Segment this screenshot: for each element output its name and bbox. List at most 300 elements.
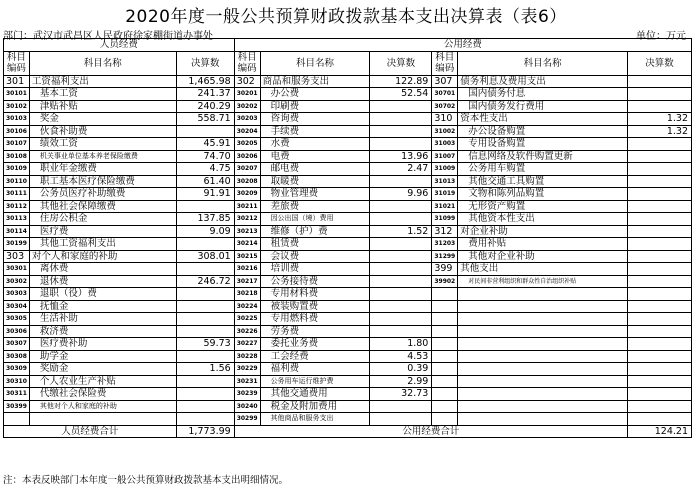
expenditure-table-container [3, 38, 692, 438]
amount-value: 2.99 [370, 375, 432, 388]
subject-name: 职业年金缴费 [29, 163, 176, 176]
subject-name: 奖励金 [29, 363, 176, 376]
subject-name: 工会经费 [260, 350, 370, 363]
subject-code: 30110 [4, 175, 30, 188]
amount-value [370, 325, 432, 338]
table-row [4, 263, 692, 276]
subject-code: 30226 [234, 325, 260, 338]
subject-name [458, 288, 628, 301]
amount-value [628, 263, 692, 276]
amount-value [370, 200, 432, 213]
amount-value [628, 138, 692, 151]
subject-name: 国内债务发行费用 [458, 100, 628, 113]
amount-value [370, 413, 432, 426]
subject-code: 30231 [234, 375, 260, 388]
subject-code: 30702 [432, 100, 458, 113]
subject-code [432, 338, 458, 351]
table-row [4, 375, 692, 388]
amount-value [370, 288, 432, 301]
subject-name: 对个人和家庭的补助 [29, 250, 176, 263]
subject-name [29, 413, 176, 426]
subject-code: 31021 [432, 200, 458, 213]
amount-value: 74.70 [176, 150, 234, 163]
subject-code: 301 [4, 75, 30, 88]
amount-value [176, 238, 234, 251]
amount-value [628, 163, 692, 176]
subject-name: 会议费 [260, 250, 370, 263]
subject-name: 被装购置费 [260, 300, 370, 313]
amount-value: 1,465.98 [176, 75, 234, 88]
subject-name [458, 413, 628, 426]
amount-header: 决算数 [628, 51, 692, 75]
table-row [4, 75, 692, 88]
subject-name: 伙食补助费 [29, 125, 176, 138]
department-label: 部门：武汉市武昌区人民政府徐家棚街道办事处 [3, 31, 213, 42]
table-row [4, 125, 692, 138]
amount-value [370, 125, 432, 138]
subject-name: 对民间非营利组织和群众性自治组织补贴 [458, 275, 628, 288]
table-row [4, 225, 692, 238]
subject-code: 31013 [432, 175, 458, 188]
amount-value: 240.29 [176, 100, 234, 113]
amount-value: 241.37 [176, 88, 234, 101]
amount-value [176, 400, 234, 413]
subject-name: 咨询费 [260, 113, 370, 126]
subject-name [458, 388, 628, 401]
subject-code: 31019 [432, 188, 458, 201]
table-row [4, 350, 692, 363]
amount-value [370, 100, 432, 113]
subject-name: 职工基本医疗保险缴费 [29, 175, 176, 188]
subject-name: 培训费 [260, 263, 370, 276]
subject-code: 30109 [4, 163, 30, 176]
amount-value: 13.96 [370, 150, 432, 163]
table-row [4, 175, 692, 188]
subject-name: 其他支出 [458, 263, 628, 276]
amount-value: 91.91 [176, 188, 234, 201]
amount-value [176, 313, 234, 326]
subject-name: 办公费 [260, 88, 370, 101]
subject-code: 30103 [4, 113, 30, 126]
code-header: 科目编码 [4, 51, 30, 75]
subject-code: 30229 [234, 363, 260, 376]
subject-name: 债务利息及费用支出 [458, 75, 628, 88]
subject-name: 住房公积金 [29, 213, 176, 226]
amount-value [628, 213, 692, 226]
subject-code: 31007 [432, 150, 458, 163]
subject-code: 30208 [234, 175, 260, 188]
code-header: 科目编码 [234, 51, 260, 75]
subject-name: 代缴社会保险费 [29, 388, 176, 401]
subject-name: 其他对个人和家庭的补助 [29, 400, 176, 413]
footnote: 注：本表反映部门本年度一般公共预算财政拨款基本支出明细情况。 [3, 475, 289, 486]
subject-name: 信息网络及软件购置更新 [458, 150, 628, 163]
amount-value: 1.32 [628, 125, 692, 138]
subject-name: 对企业补助 [458, 225, 628, 238]
subject-name: 维修（护）费 [260, 225, 370, 238]
subject-code [4, 413, 30, 426]
amount-value [370, 175, 432, 188]
subject-name: 电费 [260, 150, 370, 163]
subject-code: 30202 [234, 100, 260, 113]
subject-code: 30111 [4, 188, 30, 201]
amount-value [628, 200, 692, 213]
amount-value [176, 300, 234, 313]
subject-name: 其他对企业补助 [458, 250, 628, 263]
amount-value [176, 263, 234, 276]
subject-name [458, 338, 628, 351]
subject-name: 费用补贴 [458, 238, 628, 251]
subject-code: 30228 [234, 350, 260, 363]
subject-code: 30310 [4, 375, 30, 388]
amount-value: 4.53 [370, 350, 432, 363]
subject-code: 30306 [4, 325, 30, 338]
amount-value: 9.96 [370, 188, 432, 201]
subject-code: 30399 [4, 400, 30, 413]
subject-name: 商品和服务支出 [260, 75, 370, 88]
table-row [4, 163, 692, 176]
amount-value: 45.91 [176, 138, 234, 151]
subject-name: 物业管理费 [260, 188, 370, 201]
subject-code: 30311 [4, 388, 30, 401]
subject-name: 其他商品和服务支出 [260, 413, 370, 426]
subject-code: 30204 [234, 125, 260, 138]
code-header: 科目编码 [432, 51, 458, 75]
amount-value [176, 413, 234, 426]
subject-name: 国内债务付息 [458, 88, 628, 101]
amount-value: 1.52 [370, 225, 432, 238]
subject-code [432, 413, 458, 426]
subject-code: 30305 [4, 313, 30, 326]
subject-code: 30215 [234, 250, 260, 263]
subject-code: 30217 [234, 275, 260, 288]
subject-code: 31299 [432, 250, 458, 263]
subject-code [432, 363, 458, 376]
amount-value [628, 388, 692, 401]
subject-name: 文物和陈列品购置 [458, 188, 628, 201]
subject-code: 30239 [234, 388, 260, 401]
subject-code: 399 [432, 263, 458, 276]
subject-name: 差旅费 [260, 200, 370, 213]
subject-name: 其他资本性支出 [458, 213, 628, 226]
public-total-label: 公用经费合计 [234, 425, 627, 438]
amount-value: 0.39 [370, 363, 432, 376]
table-row [4, 413, 692, 426]
amount-value [370, 300, 432, 313]
table-row [4, 188, 692, 201]
amount-value [628, 275, 692, 288]
amount-value [628, 375, 692, 388]
amount-value [370, 250, 432, 263]
subject-name: 税金及附加费用 [260, 400, 370, 413]
subject-name: 公务用车运行维护费 [260, 375, 370, 388]
name-header: 科目名称 [458, 51, 628, 75]
amount-value [628, 313, 692, 326]
amount-value [628, 238, 692, 251]
table-row [4, 400, 692, 413]
subject-code: 30240 [234, 400, 260, 413]
amount-value [176, 325, 234, 338]
subject-name: 基本工资 [29, 88, 176, 101]
subject-name [458, 300, 628, 313]
subject-code: 30211 [234, 200, 260, 213]
amount-header: 决算数 [176, 51, 234, 75]
subject-code: 30303 [4, 288, 30, 301]
subject-code [432, 313, 458, 326]
amount-value [628, 400, 692, 413]
subject-code: 303 [4, 250, 30, 263]
amount-value [176, 288, 234, 301]
subject-code: 30201 [234, 88, 260, 101]
subject-code: 31099 [432, 213, 458, 226]
subject-name: 手续费 [260, 125, 370, 138]
subject-name [458, 350, 628, 363]
name-header: 科目名称 [260, 51, 370, 75]
amount-value [370, 238, 432, 251]
subject-name: 其他工资福利支出 [29, 238, 176, 251]
subject-code: 30307 [4, 338, 30, 351]
amount-value: 308.01 [176, 250, 234, 263]
subject-name: 福利费 [260, 363, 370, 376]
amount-value [370, 400, 432, 413]
subject-code: 30309 [4, 363, 30, 376]
subject-code: 30108 [4, 150, 30, 163]
subject-code: 31003 [432, 138, 458, 151]
amount-value: 59.73 [176, 338, 234, 351]
subject-code: 30209 [234, 188, 260, 201]
column-header-row [4, 51, 692, 75]
amount-value [628, 175, 692, 188]
subject-code: 30299 [234, 413, 260, 426]
table-row [4, 138, 692, 151]
amount-value: 2.47 [370, 163, 432, 176]
subject-name: 退职（役）费 [29, 288, 176, 301]
amount-value [176, 200, 234, 213]
table-row [4, 213, 692, 226]
expenditure-table [3, 38, 692, 438]
subject-code: 30114 [4, 225, 30, 238]
amount-value [370, 213, 432, 226]
name-header: 科目名称 [29, 51, 176, 75]
personnel-header: 人员经费 [4, 39, 235, 52]
amount-value [370, 263, 432, 276]
table-row [4, 300, 692, 313]
amount-value [628, 150, 692, 163]
subject-code: 30214 [234, 238, 260, 251]
subject-name: 退休费 [29, 275, 176, 288]
amount-value [628, 250, 692, 263]
subject-name: 印刷费 [260, 100, 370, 113]
table-row [4, 250, 692, 263]
subject-code: 30107 [4, 138, 30, 151]
subject-code: 307 [432, 75, 458, 88]
subject-code: 30701 [432, 88, 458, 101]
table-row [4, 100, 692, 113]
subject-code [432, 350, 458, 363]
table-row [4, 313, 692, 326]
public-header: 公用经费 [234, 39, 691, 52]
amount-value [628, 350, 692, 363]
amount-value [628, 75, 692, 88]
subject-code: 30302 [4, 275, 30, 288]
subject-name: 工资福利支出 [29, 75, 176, 88]
subject-code: 312 [432, 225, 458, 238]
subject-name [458, 325, 628, 338]
amount-value: 4.75 [176, 163, 234, 176]
subject-name: 取暖费 [260, 175, 370, 188]
unit-label: 单位：万元 [636, 31, 686, 42]
table-row [4, 275, 692, 288]
public-total-value: 124.21 [628, 425, 692, 438]
subject-code: 30301 [4, 263, 30, 276]
subject-code: 31203 [432, 238, 458, 251]
subject-code: 30212 [234, 213, 260, 226]
amount-value [628, 363, 692, 376]
subject-code: 30113 [4, 213, 30, 226]
subject-code: 30112 [4, 200, 30, 213]
subject-name: 津贴补贴 [29, 100, 176, 113]
subject-code: 30308 [4, 350, 30, 363]
subject-name: 因公出国（境）费用 [260, 213, 370, 226]
amount-value: 558.71 [176, 113, 234, 126]
subject-name: 委托业务费 [260, 338, 370, 351]
amount-value [628, 413, 692, 426]
amount-value: 122.89 [370, 75, 432, 88]
subject-code [432, 400, 458, 413]
subject-name: 抚恤金 [29, 300, 176, 313]
amount-value [370, 113, 432, 126]
table-body [4, 75, 692, 425]
subject-code [432, 375, 458, 388]
amount-value [176, 375, 234, 388]
amount-value [628, 325, 692, 338]
amount-value: 52.54 [370, 88, 432, 101]
subject-code: 30218 [234, 288, 260, 301]
subject-name: 医疗费补助 [29, 338, 176, 351]
subject-code [432, 288, 458, 301]
subject-code: 39902 [432, 275, 458, 288]
subject-name [458, 375, 628, 388]
table-row [4, 388, 692, 401]
subject-name: 离休费 [29, 263, 176, 276]
subject-code: 30102 [4, 100, 30, 113]
subject-name: 专用燃料费 [260, 313, 370, 326]
amount-value: 1.80 [370, 338, 432, 351]
subject-code: 30199 [4, 238, 30, 251]
subject-name: 无形资产购置 [458, 200, 628, 213]
table-row [4, 88, 692, 101]
table-row [4, 325, 692, 338]
amount-value [628, 188, 692, 201]
amount-value [628, 300, 692, 313]
subject-name: 专用材料费 [260, 288, 370, 301]
subject-name: 专用设备购置 [458, 138, 628, 151]
amount-value [176, 350, 234, 363]
table-row [4, 113, 692, 126]
subject-code: 30227 [234, 338, 260, 351]
subject-name: 公务用车购置 [458, 163, 628, 176]
amount-value: 1.56 [176, 363, 234, 376]
personnel-total-label: 人员经费合计 [4, 425, 177, 438]
table-row [4, 150, 692, 163]
amount-value: 61.40 [176, 175, 234, 188]
subject-name: 公务员医疗补助缴费 [29, 188, 176, 201]
amount-value [628, 100, 692, 113]
amount-value [628, 288, 692, 301]
subject-name: 救济费 [29, 325, 176, 338]
table-row [4, 238, 692, 251]
totals-row [4, 425, 692, 438]
subject-name: 绩效工资 [29, 138, 176, 151]
subject-name: 其他交通工具购置 [458, 175, 628, 188]
subject-name: 其他社会保障缴费 [29, 200, 176, 213]
amount-value [370, 275, 432, 288]
subject-name: 奖金 [29, 113, 176, 126]
personnel-total-value: 1,773.99 [176, 425, 234, 438]
subject-code: 30106 [4, 125, 30, 138]
subject-code: 310 [432, 113, 458, 126]
subject-name: 个人农业生产补贴 [29, 375, 176, 388]
amount-value [628, 225, 692, 238]
amount-value: 9.09 [176, 225, 234, 238]
subject-name [458, 313, 628, 326]
subject-code: 30203 [234, 113, 260, 126]
table-row [4, 363, 692, 376]
subject-name: 办公设备购置 [458, 125, 628, 138]
subject-name [458, 400, 628, 413]
amount-value: 1.32 [628, 113, 692, 126]
subject-code [432, 300, 458, 313]
subject-code: 30216 [234, 263, 260, 276]
subject-name: 机关事业单位基本养老保险缴费 [29, 150, 176, 163]
subject-code [432, 388, 458, 401]
group-header-row [4, 39, 692, 52]
subject-name: 水费 [260, 138, 370, 151]
subject-code: 30225 [234, 313, 260, 326]
subject-name: 生活补助 [29, 313, 176, 326]
subject-name: 租赁费 [260, 238, 370, 251]
report-title: 2020年度一般公共预算财政拨款基本支出决算表（表6） [125, 7, 567, 27]
subject-name: 劳务费 [260, 325, 370, 338]
table-row [4, 288, 692, 301]
subject-code: 30224 [234, 300, 260, 313]
subject-code: 31002 [432, 125, 458, 138]
table-row [4, 200, 692, 213]
table-row [4, 338, 692, 351]
subject-code: 302 [234, 75, 260, 88]
amount-value [176, 388, 234, 401]
amount-header: 决算数 [370, 51, 432, 75]
subject-code: 30206 [234, 150, 260, 163]
subject-name: 资本性支出 [458, 113, 628, 126]
amount-value [176, 125, 234, 138]
amount-value: 32.73 [370, 388, 432, 401]
subject-code: 30213 [234, 225, 260, 238]
amount-value [370, 138, 432, 151]
subject-code: 30304 [4, 300, 30, 313]
amount-value: 137.85 [176, 213, 234, 226]
subject-name [458, 363, 628, 376]
subject-code: 30101 [4, 88, 30, 101]
amount-value [370, 313, 432, 326]
subject-name: 医疗费 [29, 225, 176, 238]
subject-code [432, 325, 458, 338]
amount-value [628, 338, 692, 351]
subject-code: 30207 [234, 163, 260, 176]
subject-name: 公务接待费 [260, 275, 370, 288]
subject-name: 邮电费 [260, 163, 370, 176]
subject-code: 31009 [432, 163, 458, 176]
